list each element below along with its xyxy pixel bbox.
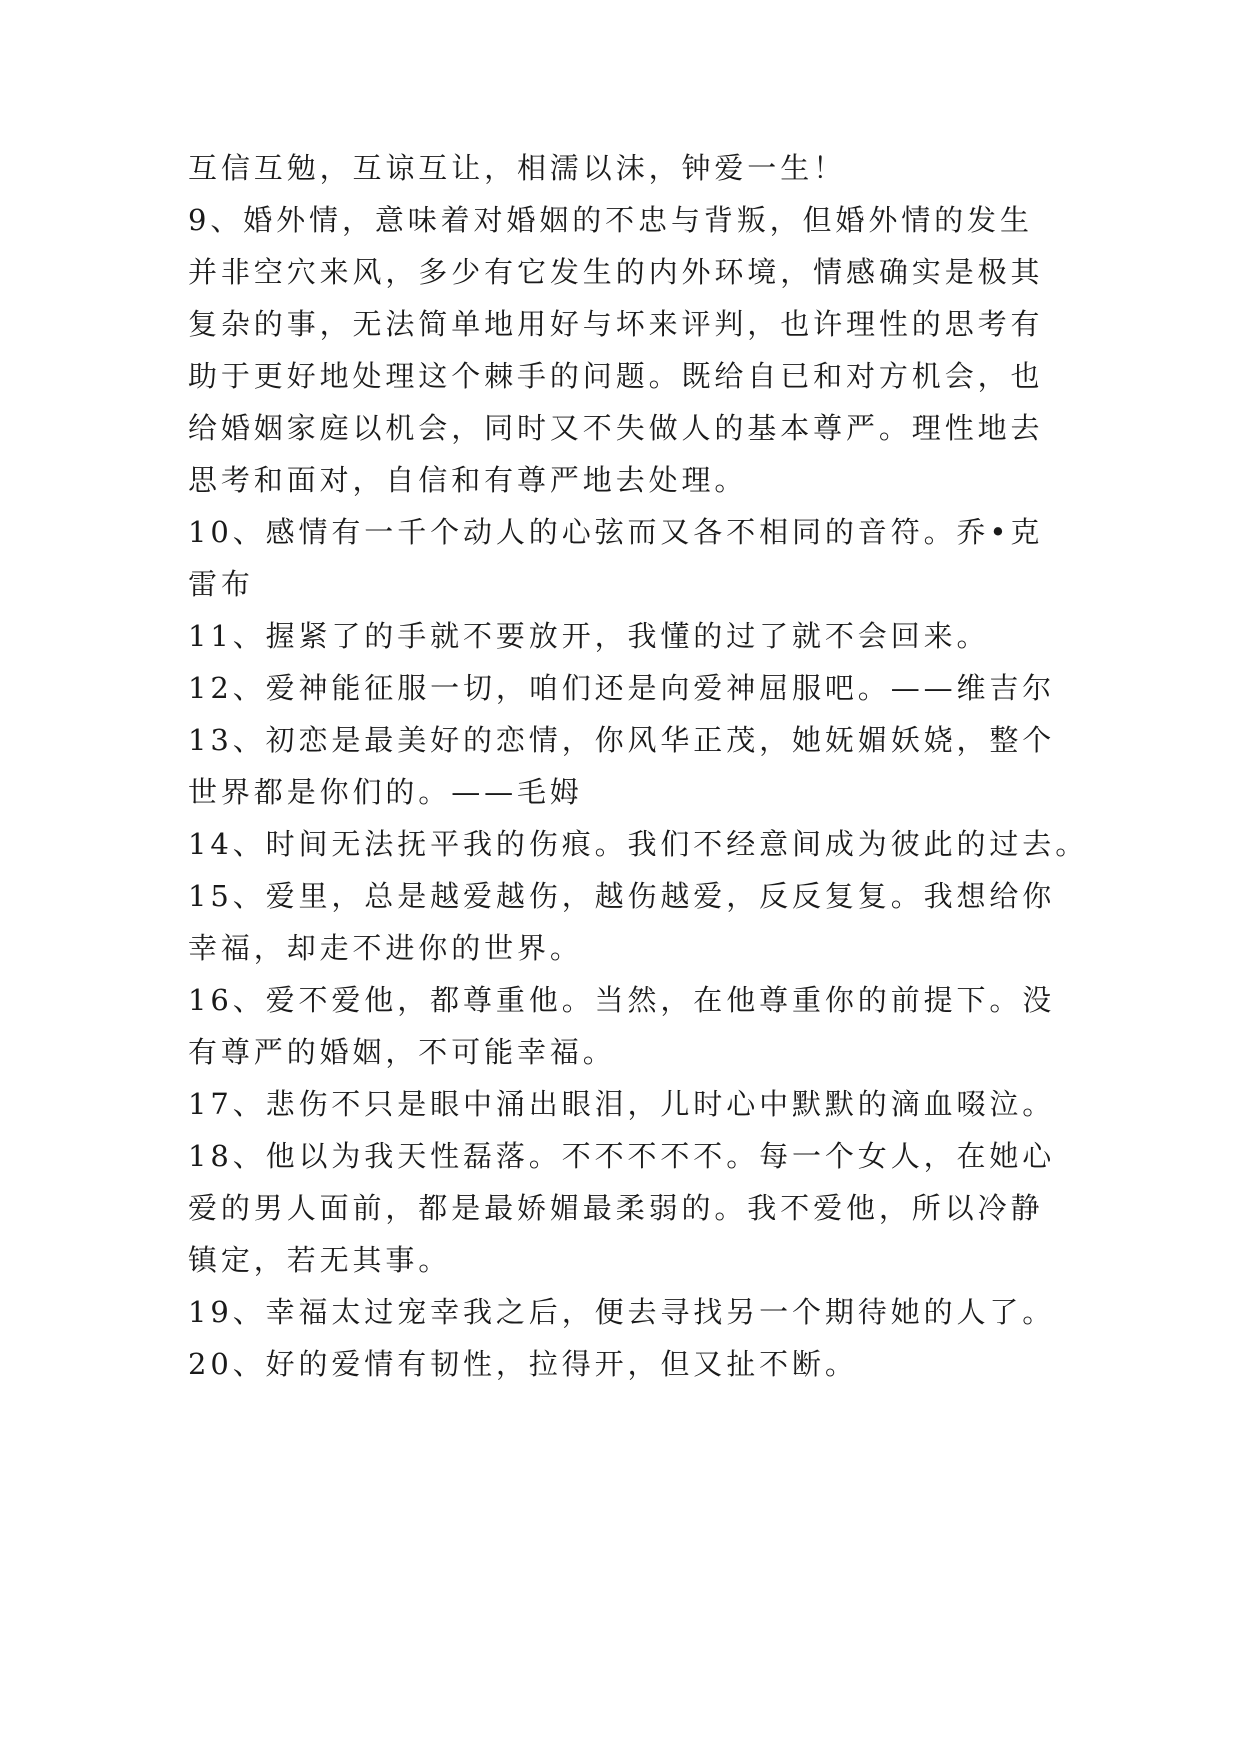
text-line: 20、好的爱情有韧性，拉得开，但又扯不断。 [188,1347,858,1381]
text-line: 幸福，却走不进你的世界。 [188,931,583,965]
text-line: 9、婚外情，意味着对婚姻的不忠与背叛，但婚外情的发生 [188,203,1033,237]
text-line: 13、初恋是最美好的恋情，你风华正茂，她妩媚妖娆，整个 [188,723,1056,757]
text-line: 给婚姻家庭以机会，同时又不失做人的基本尊严。理性地去 [188,411,1044,445]
text-line: 有尊严的婚姻，不可能幸福。 [188,1035,616,1069]
text-line: 复杂的事，无法简单地用好与坏来评判，也许理性的思考有 [188,307,1044,341]
text-line: 并非空穴来风，多少有它发生的内外环境，情感确实是极其 [188,255,1044,289]
text-line: 14、时间无法抚平我的伤痕。我们不经意间成为彼此的过去。 [188,827,1089,861]
text-line: 爱的男人面前，都是最娇媚最柔弱的。我不爱他，所以冷静 [188,1191,1044,1225]
text-line: 16、爱不爱他，都尊重他。当然，在他尊重你的前提下。没 [188,983,1056,1017]
text-line: 15、爱里，总是越爱越伤，越伤越爱，反反复复。我想给你 [188,879,1056,913]
text-line: 雷布 [188,567,254,601]
text-line: 11、握紧了的手就不要放开，我懂的过了就不会回来。 [188,619,990,653]
text-line: 思考和面对，自信和有尊严地去处理。 [188,463,748,497]
text-line: 助于更好地处理这个棘手的问题。既给自已和对方机会，也 [188,359,1044,393]
text-line: 17、悲伤不只是眼中涌出眼泪，儿时心中默默的滴血啜泣。 [188,1087,1056,1121]
text-line: 镇定，若无其事。 [188,1243,452,1277]
text-line: 世界都是你们的。——毛姆 [188,775,583,809]
text-line: 18、他以为我天性磊落。不不不不不。每一个女人，在她心 [188,1139,1056,1173]
text-line: 10、感情有一千个动人的心弦而又各不相同的音符。乔•克 [188,515,1044,549]
text-line: 19、幸福太过宠幸我之后，便去寻找另一个期待她的人了。 [188,1295,1056,1329]
text-line: 互信互勉，互谅互让，相濡以沫，钟爱一生！ [188,151,847,185]
text-line: 12、爱神能征服一切，咱们还是向爱神屈服吧。——维吉尔 [188,671,1056,705]
